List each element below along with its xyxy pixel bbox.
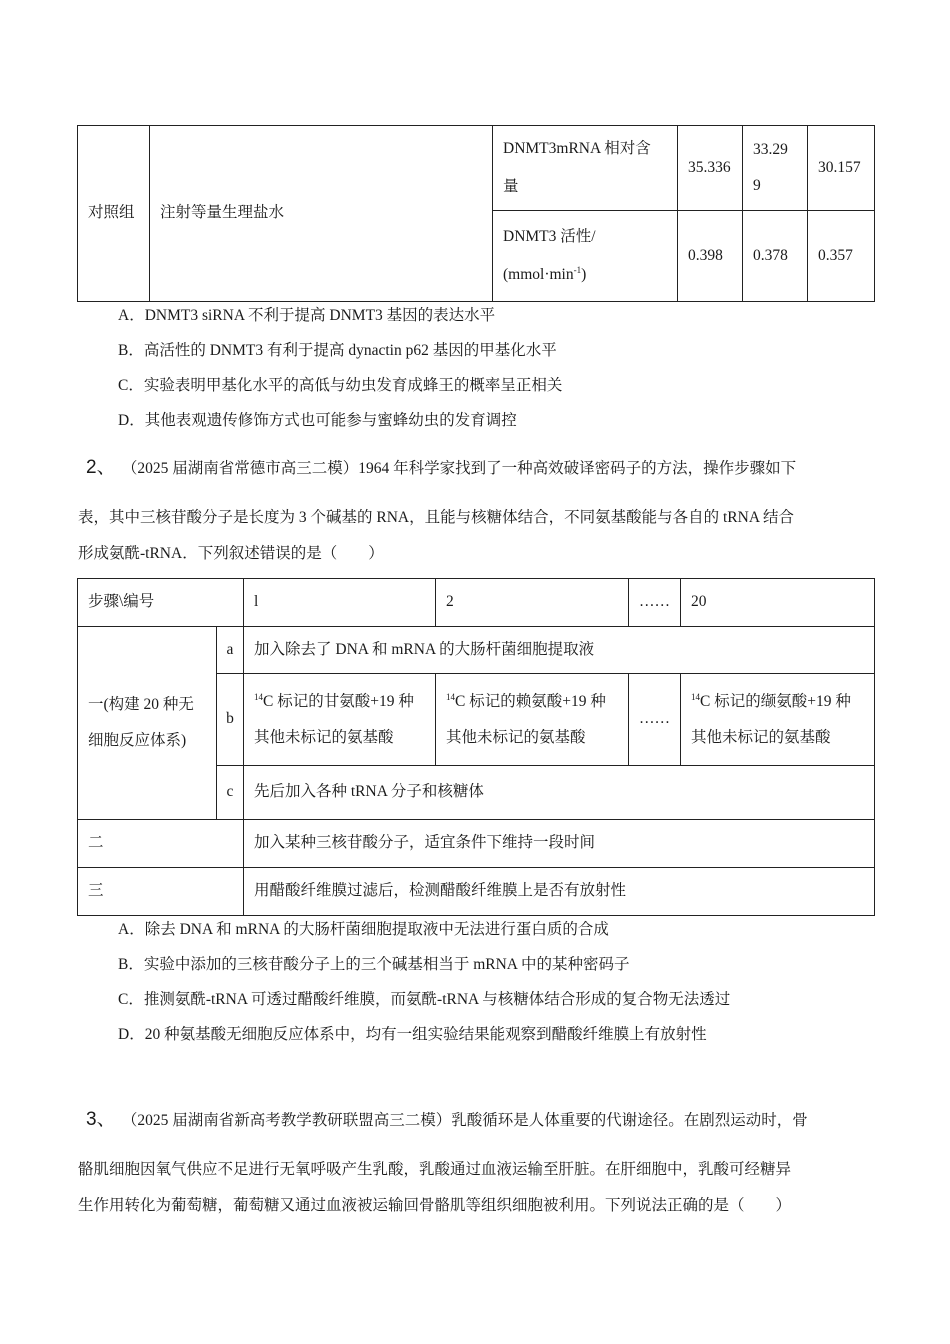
q2-number: 2、	[86, 457, 116, 478]
header-col-1: l	[244, 579, 436, 627]
activity-value-3: 0.357	[808, 211, 875, 302]
q2-stem-line1: 2、 （2025 届湖南省常德市高三二模）1964 年科学家找到了一种高效破译密码子的方法，操作步骤如下	[86, 457, 797, 478]
mrna-value-1: 35.336	[678, 126, 743, 211]
q2-stem-line3: 形成氨酰-tRNA．下列叙述错误的是（ ）	[78, 545, 384, 562]
substep-c-text: 先后加入各种 tRNA 分子和核糖体	[244, 766, 875, 820]
mrna-value-2: 33.29 9	[743, 126, 808, 211]
q3-stem-line1: 3、 （2025 届湖南省新高考教学教研联盟高三二模）乳酸循环是人体重要的代谢途径。在剧烈运动时，骨	[86, 1109, 808, 1130]
q1-option-d: D．其他表观遗传修饰方式也可能参与蜜蜂幼虫的发育调控	[118, 412, 517, 429]
mrna-label-cell: DNMT3mRNA 相对含 量	[493, 126, 678, 211]
q1-option-b: B．高活性的 DNMT3 有利于提高 dynactin p62 基因的甲基化水平	[118, 342, 557, 359]
header-col-dots: ……	[629, 579, 681, 627]
treatment-cell: 注射等量生理盐水	[150, 126, 493, 302]
q2-stem-line2: 表，其中三核苷酸分子是长度为 3 个碱基的 RNA，且能与核糖体结合，不同氨基酸能与各自的 tRNA 结合	[78, 509, 795, 526]
header-col-2: 2	[436, 579, 629, 627]
substep-b-valine: $^{14}$C 标记的缬氨酸+19 种 其他未标记的氨基酸	[681, 674, 875, 766]
substep-b-dots: ……	[629, 674, 681, 766]
q2-option-a: A．除去 DNA 和 mRNA 的大肠杆菌细胞提取液中无法进行蛋白质的合成	[118, 921, 609, 938]
group-cell: 对照组	[78, 126, 150, 302]
activity-value-1: 0.398	[678, 211, 743, 302]
table-dnmt3-continuation	[77, 125, 875, 302]
q3-number: 3、	[86, 1109, 116, 1130]
substep-b-label: b	[217, 674, 244, 766]
q1-option-c: C．实验表明甲基化水平的高低与幼虫发育成蜂王的概率呈正相关	[118, 377, 563, 394]
step2-label: 二	[78, 820, 244, 868]
q3-stem-line3: 生作用转化为葡萄糖，葡萄糖又通过血液被运输回骨骼肌等组织细胞被利用。下列说法正确的是（ ）	[78, 1197, 792, 1214]
activity-value-2: 0.378	[743, 211, 808, 302]
substep-a-text: 加入除去了 DNA 和 mRNA 的大肠杆菌细胞提取液	[244, 627, 875, 674]
step2-text: 加入某种三核苷酸分子，适宜条件下维持一段时间	[244, 820, 875, 868]
q2-option-c: C．推测氨酰-tRNA 可透过醋酸纤维膜，而氨酰-tRNA 与核糖体结合形成的复合物无法透过	[118, 991, 731, 1008]
substep-b-lysine: $^{14}$C 标记的赖氨酸+19 种 其他未标记的氨基酸	[436, 674, 629, 766]
header-step-label: 步骤\编号	[78, 579, 244, 627]
q2-option-d: D．20 种氨基酸无细胞反应体系中，均有一组实验结果能观察到醋酸纤维膜上有放射性	[118, 1026, 707, 1043]
substep-c-label: c	[217, 766, 244, 820]
substep-a-label: a	[217, 627, 244, 674]
step1-label: 一(构建 20 种无 细胞反应体系)	[78, 627, 217, 820]
mrna-value-3: 30.157	[808, 126, 875, 211]
header-col-20: 20	[681, 579, 875, 627]
q1-option-a: A．DNMT3 siRNA 不利于提高 DNMT3 基因的表达水平	[118, 307, 496, 324]
table-codon-experiment	[77, 578, 875, 916]
step3-text: 用醋酸纤维膜过滤后，检测醋酸纤维膜上是否有放射性	[244, 868, 875, 916]
q3-stem-line2: 骼肌细胞因氧气供应不足进行无氧呼吸产生乳酸，乳酸通过血液运输至肝脏。在肝细胞中，乳酸可经糖异	[78, 1161, 792, 1178]
activity-label-cell: DNMT3 活性/ $(mmol\cdot\min^{-1})$	[493, 211, 678, 302]
q2-option-b: B．实验中添加的三核苷酸分子上的三个碱基相当于 mRNA 中的某种密码子	[118, 956, 630, 973]
substep-b-glycine: $^{14}$C 标记的甘氨酸+19 种 其他未标记的氨基酸	[244, 674, 436, 766]
step3-label: 三	[78, 868, 244, 916]
